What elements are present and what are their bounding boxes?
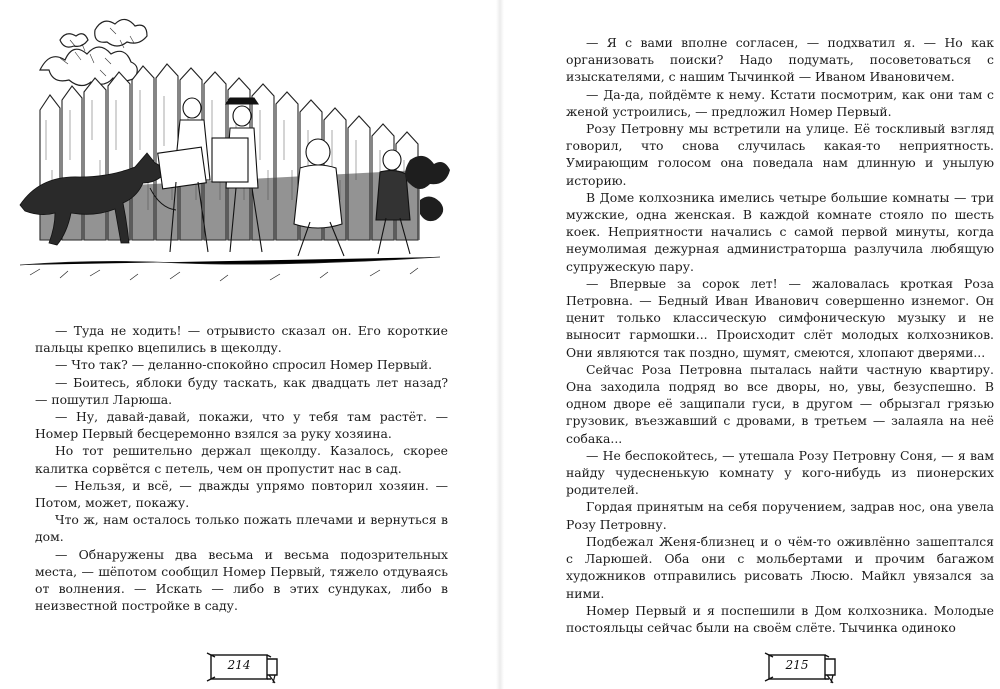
left-page-text bbox=[35, 322, 448, 614]
paragraph: — Боитесь, яблоки буду таскать, как двадцать лет назад? — пошутил Ларюша. bbox=[35, 374, 448, 407]
paragraph: В Доме колхозника имелись четыре большие комнаты — три мужские, одна женская. В каждой комнате стояло по шесть коек. Неприятности начались с самой первой минуты, когда неумолимая дежурная администраторша разлучила любящую супружескую пару. bbox=[566, 189, 994, 274]
page-number-ornament bbox=[205, 649, 285, 685]
paragraph: Сейчас Роза Петровна пыталась найти частную квартиру. Она заходила подряд во все дворы, но, увы, безуспешно. В одном дворе её защипали гуси, в другом — обрызгал грязью грузовик, въезжавший с дровами, в третьем — залаяла на неё собака... bbox=[566, 361, 994, 446]
right-page bbox=[500, 0, 1000, 689]
paragraph: — Ну, давай-давай, покажи, что у тебя там растёт. — Номер Первый бесцеремонно взялся за руку хозяина. bbox=[35, 409, 448, 442]
paragraph: — Нельзя, и всё, — дважды упрямо повторил хозяин. — Потом, может, покажу. bbox=[35, 477, 448, 511]
paragraph: — Впервые за сорок лет! — жаловалась кроткая Роза Петровна. — Бедный Иван Иванович совершенно изнемог. Он ценит только классическую симфоническую музыку и не выносит гармошки... Происходит слёт молодых колхозников. Они являются так поздно, шумят, смеются, хлопают дверями... bbox=[566, 275, 994, 360]
paragraph: — Что так? — деланно-спокойно спросил Номер Первый. bbox=[55, 357, 433, 373]
paragraph: — Не беспокойтесь, — утешала Розу Петровну Соня, — я вам найду чудесненькую комнату у кого-нибудь из пионерских родителей. bbox=[566, 447, 994, 498]
page-number: 214 bbox=[227, 658, 251, 672]
page-number-ornament bbox=[763, 649, 843, 685]
right-page-text bbox=[566, 34, 994, 636]
paragraph: Розу Петровну мы встретили на улице. Её тоскливый взгляд говорил, что снова случилась какая-то неприятность. Умирающим голосом она поведала нам длинную и унылую историю. bbox=[566, 121, 994, 188]
paragraph: — Да-да, пойдёмте к нему. Кстати посмотрим, как они там с женой устроились, — предложил Номер Первый. bbox=[566, 86, 994, 119]
paragraph: — Обнаружены два весьма и весьма подозрительных места, — шёпотом сообщил Номер Первый, тяжело отдуваясь от волнения. — Искать — либо в этих сундуках, либо в неизвестной постройке в саду. bbox=[35, 546, 448, 614]
paragraph: Но тот решительно держал щеколду. Казалось, скорее калитка сорвётся с петель, чем он пропустит нас в сад. bbox=[35, 443, 448, 476]
story-illustration bbox=[0, 0, 470, 300]
paragraph: — Я с вами вполне согласен, — подхватил я. — Но как организовать поиски? Надо подумать, посоветоваться с изыскателями, с нашим Тычинкой — Иваном Ивановичем. bbox=[566, 35, 994, 85]
paragraph: — Туда не ходить! — отрывисто сказал он. Его короткие пальцы крепко вцепились в щеколду. bbox=[35, 323, 448, 356]
paragraph: Гордая принятым на себя поручением, задрав нос, она увела Розу Петровну. bbox=[566, 499, 994, 532]
paragraph: Что ж, нам осталось только пожать плечами и вернуться в дом. bbox=[35, 512, 448, 545]
page-number: 215 bbox=[785, 658, 809, 672]
paragraph: Номер Первый и я поспешили в Дом колхозника. Молодые постояльцы сейчас были на своём слёте. Тычинка одиноко bbox=[566, 602, 994, 635]
paragraph: Подбежал Женя-близнец и о чём-то оживлённо зашептался с Ларюшей. Оба они с мольбертами и прочим багажом художников отправились рисовать Люсю. Майкл увязался за ними. bbox=[566, 533, 994, 601]
